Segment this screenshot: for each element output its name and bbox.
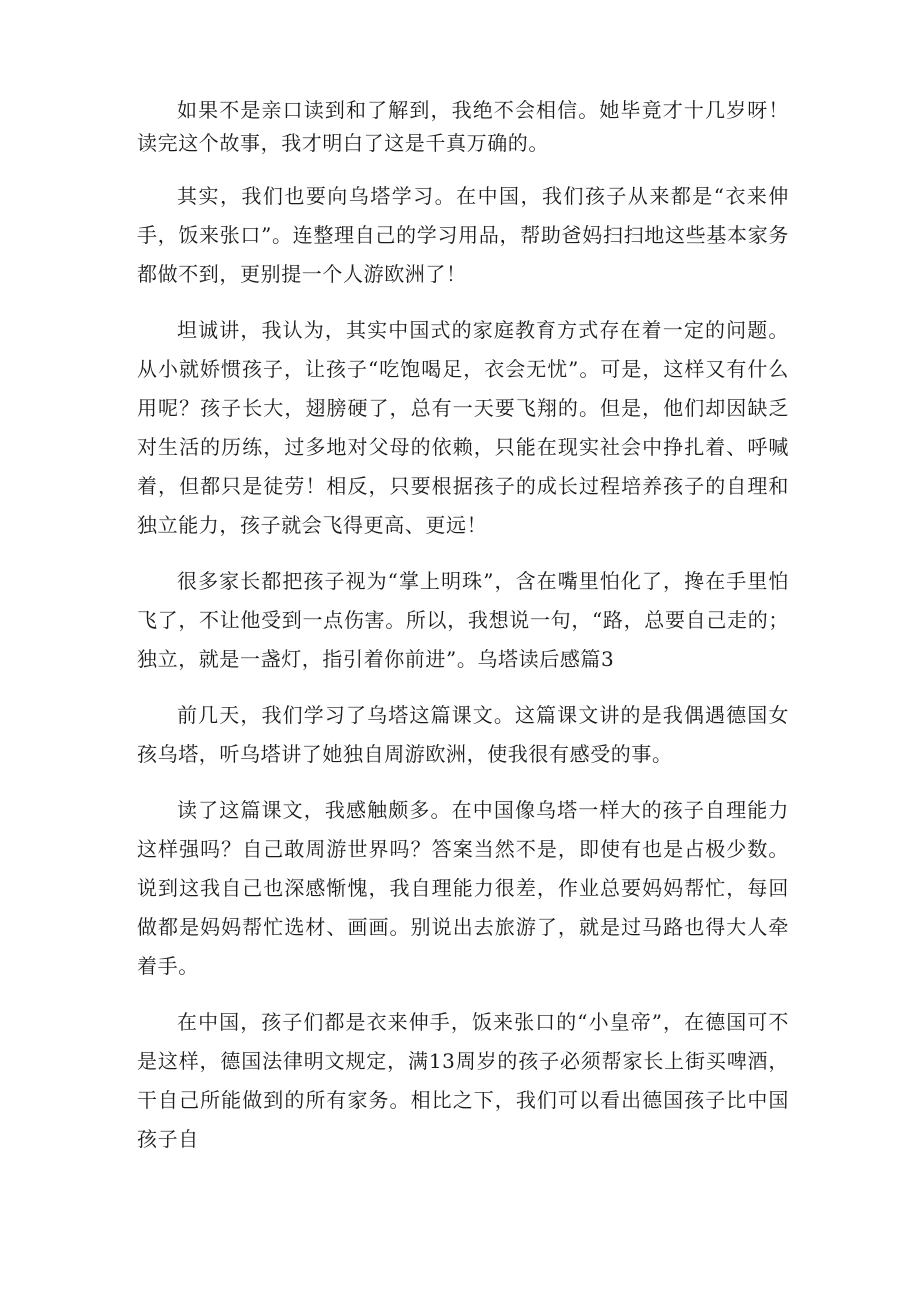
paragraph-4: 很多家长都把孩子视为“掌上明珠”，含在嘴里怕化了，搀在手里怕飞了，不让他受到一点伤害。所以，我想说一句，“路，总要自己走的；独立，就是一盏灯，指引着你前进”。乌塔读后感篇3: [137, 569, 789, 671]
paragraph-7: 在中国，孩子们都是衣来伸手，饭来张口的“小皇帝”，在德国可不是这样，德国法律明文规定，满13周岁的孩子必须帮家长上街买啤酒，干自己所能做到的所有家务。相比之下，我们可以看出德国孩子比中国孩子自: [137, 1010, 789, 1151]
paragraph-3: 坦诚讲，我认为，其实中国式的家庭教育方式存在着一定的问题。从小就娇惯孩子，让孩子“吃饱喝足，衣会无忧”。可是，这样又有什么用呢？孩子长大，翅膀硬了，总有一天要飞翔的。但是，他们却因缺乏对生活的历练，过多地对父母的依赖，只能在现实社会中挣扎着、呼喊着，但都只是徒劳！相反，只要根据孩子的成长过程培养孩子的自理和独立能力，孩子就会飞得更高、更远！: [137, 318, 789, 537]
paragraph-5: 前几天，我们学习了乌塔这篇课文。这篇课文讲的是我偶遇德国女孩乌塔，听乌塔讲了她独自周游欧洲，使我很有感受的事。: [137, 703, 789, 766]
paragraph-1: 如果不是亲口读到和了解到，我绝不会相信。她毕竟才十几岁呀！读完这个故事，我才明白了这是千真万确的。: [137, 98, 789, 155]
paragraph-6: 读了这篇课文，我感触颇多。在中国像乌塔一样大的孩子自理能力这样强吗？自己敢周游世界吗？答案当然不是，即使有也是占极少数。说到这我自己也深感惭愧，我自理能力很差，作业总要妈妈帮忙，每回做都是妈妈帮忙选材、画画。别说出去旅游了，就是过马路也得大人牵着手。: [137, 798, 789, 978]
document-page: [137, 94, 789, 1159]
paragraph-2: 其实，我们也要向乌塔学习。在中国，我们孩子从来都是“衣来伸手，饭来张口”。连整理自己的学习用品，帮助爸妈扫扫地这些基本家务都做不到，更别提一个人游欧洲了！: [137, 184, 789, 286]
